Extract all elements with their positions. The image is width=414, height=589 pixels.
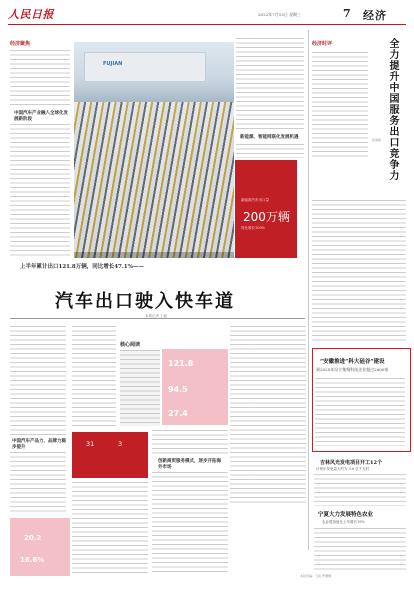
- stat-card-1: [162, 349, 228, 425]
- highlight-subtitle: 到2025年设立集聚科技企业超过2000家: [316, 367, 389, 372]
- mid-subhead: 新能源、智能网联化发展机遇: [240, 135, 299, 140]
- headline-rule: [10, 318, 305, 319]
- story-body-col-1: [10, 326, 66, 436]
- infocard-label-bottom: 同比增长100%: [241, 226, 266, 230]
- story-headline: 汽车出口驶入快车道: [55, 291, 235, 312]
- stat-1-value-3: 27.4: [168, 409, 188, 418]
- column-divider: [308, 30, 309, 550]
- story-body-col-3a: [152, 430, 228, 454]
- news-item-2-body: [314, 528, 406, 570]
- core-reading-body: [120, 350, 160, 426]
- stat-card-2: [72, 432, 148, 478]
- left-column-tag: 经济聚焦: [10, 41, 31, 47]
- story-subhead-2: 创新商贸服务模式，逐步开拓海外市场: [158, 459, 221, 470]
- left-column-body-2: [10, 124, 70, 256]
- story-body-col-2: [72, 326, 116, 426]
- core-reading-label: 核心阅读: [120, 342, 141, 348]
- news-item-1-title: 吉林风光发电项目开工12个: [320, 460, 382, 466]
- highlight-title: “安徽推进“科大硅谷”建设: [320, 359, 385, 365]
- story-body-col-4: [230, 326, 306, 506]
- right-column-body-2: [236, 144, 304, 158]
- stat-3-value-2: 16.6%: [20, 556, 45, 564]
- photo-caption-bar: [74, 252, 234, 258]
- stat-card-3: [10, 518, 70, 576]
- masthead: [8, 6, 406, 25]
- commentary-headline: 全力提升中国服务出口竞争力: [387, 38, 398, 181]
- ship-mark: FUJIAN: [103, 61, 123, 67]
- infocard-label-top: 新能源汽车出口量: [241, 198, 269, 202]
- stat-1-value-1: 121.8: [168, 359, 194, 368]
- bus-rows: [74, 102, 234, 258]
- stat-1-value-2: 94.5: [168, 385, 188, 394]
- right-column-body-1: [236, 38, 304, 130]
- issue-date: 2022年7月13日 星期三: [258, 12, 302, 17]
- page-number: 7: [343, 7, 351, 20]
- commentary-tag: 经济时评: [312, 41, 333, 47]
- newspaper-logo: 人民日报: [8, 8, 54, 21]
- highlight-body: [315, 378, 405, 446]
- right-col-body: [312, 200, 406, 344]
- left-column-subhead-1: 中国汽车产业融入全球化发展新阶段: [14, 111, 68, 122]
- commentary-body: [312, 52, 368, 158]
- infocard-value: 200万辆: [243, 210, 290, 224]
- story-body-col-3b: [152, 472, 228, 574]
- stat-2-value-2: 3: [118, 440, 123, 448]
- page-footer: 本版责编：王政 罗珊珊: [300, 574, 331, 578]
- story-byline: 本报记者 王政: [145, 314, 168, 318]
- news-item-2-title: 宁夏大力发展特色农业: [318, 512, 374, 518]
- story-body-col-1b: [10, 452, 66, 514]
- story-subhead-1: 中国汽车产品力、品牌力稳步提升: [12, 439, 66, 450]
- stat-2-value-1: 31: [86, 440, 95, 448]
- news-item-1-body: [314, 474, 406, 506]
- left-column-body-1: [10, 50, 70, 108]
- news-item-2-subtitle: 农业增加值比上年增长19%: [322, 520, 365, 524]
- stat-3-value-1: 20.2: [24, 534, 42, 542]
- infocard-new-energy: [235, 160, 297, 258]
- commentary-author: 邱海峰: [372, 138, 382, 142]
- story-deck: 上半年累计出口121.8万辆，同比增长47.1%——: [20, 264, 144, 270]
- cargo-ship: [84, 52, 206, 82]
- port-photo: [74, 42, 234, 258]
- story-body-col-2b: [72, 482, 148, 574]
- news-item-1-subtitle: 计划年发电量大约为 3.6 亿千瓦时: [316, 467, 370, 471]
- section-title: 经济: [363, 9, 387, 22]
